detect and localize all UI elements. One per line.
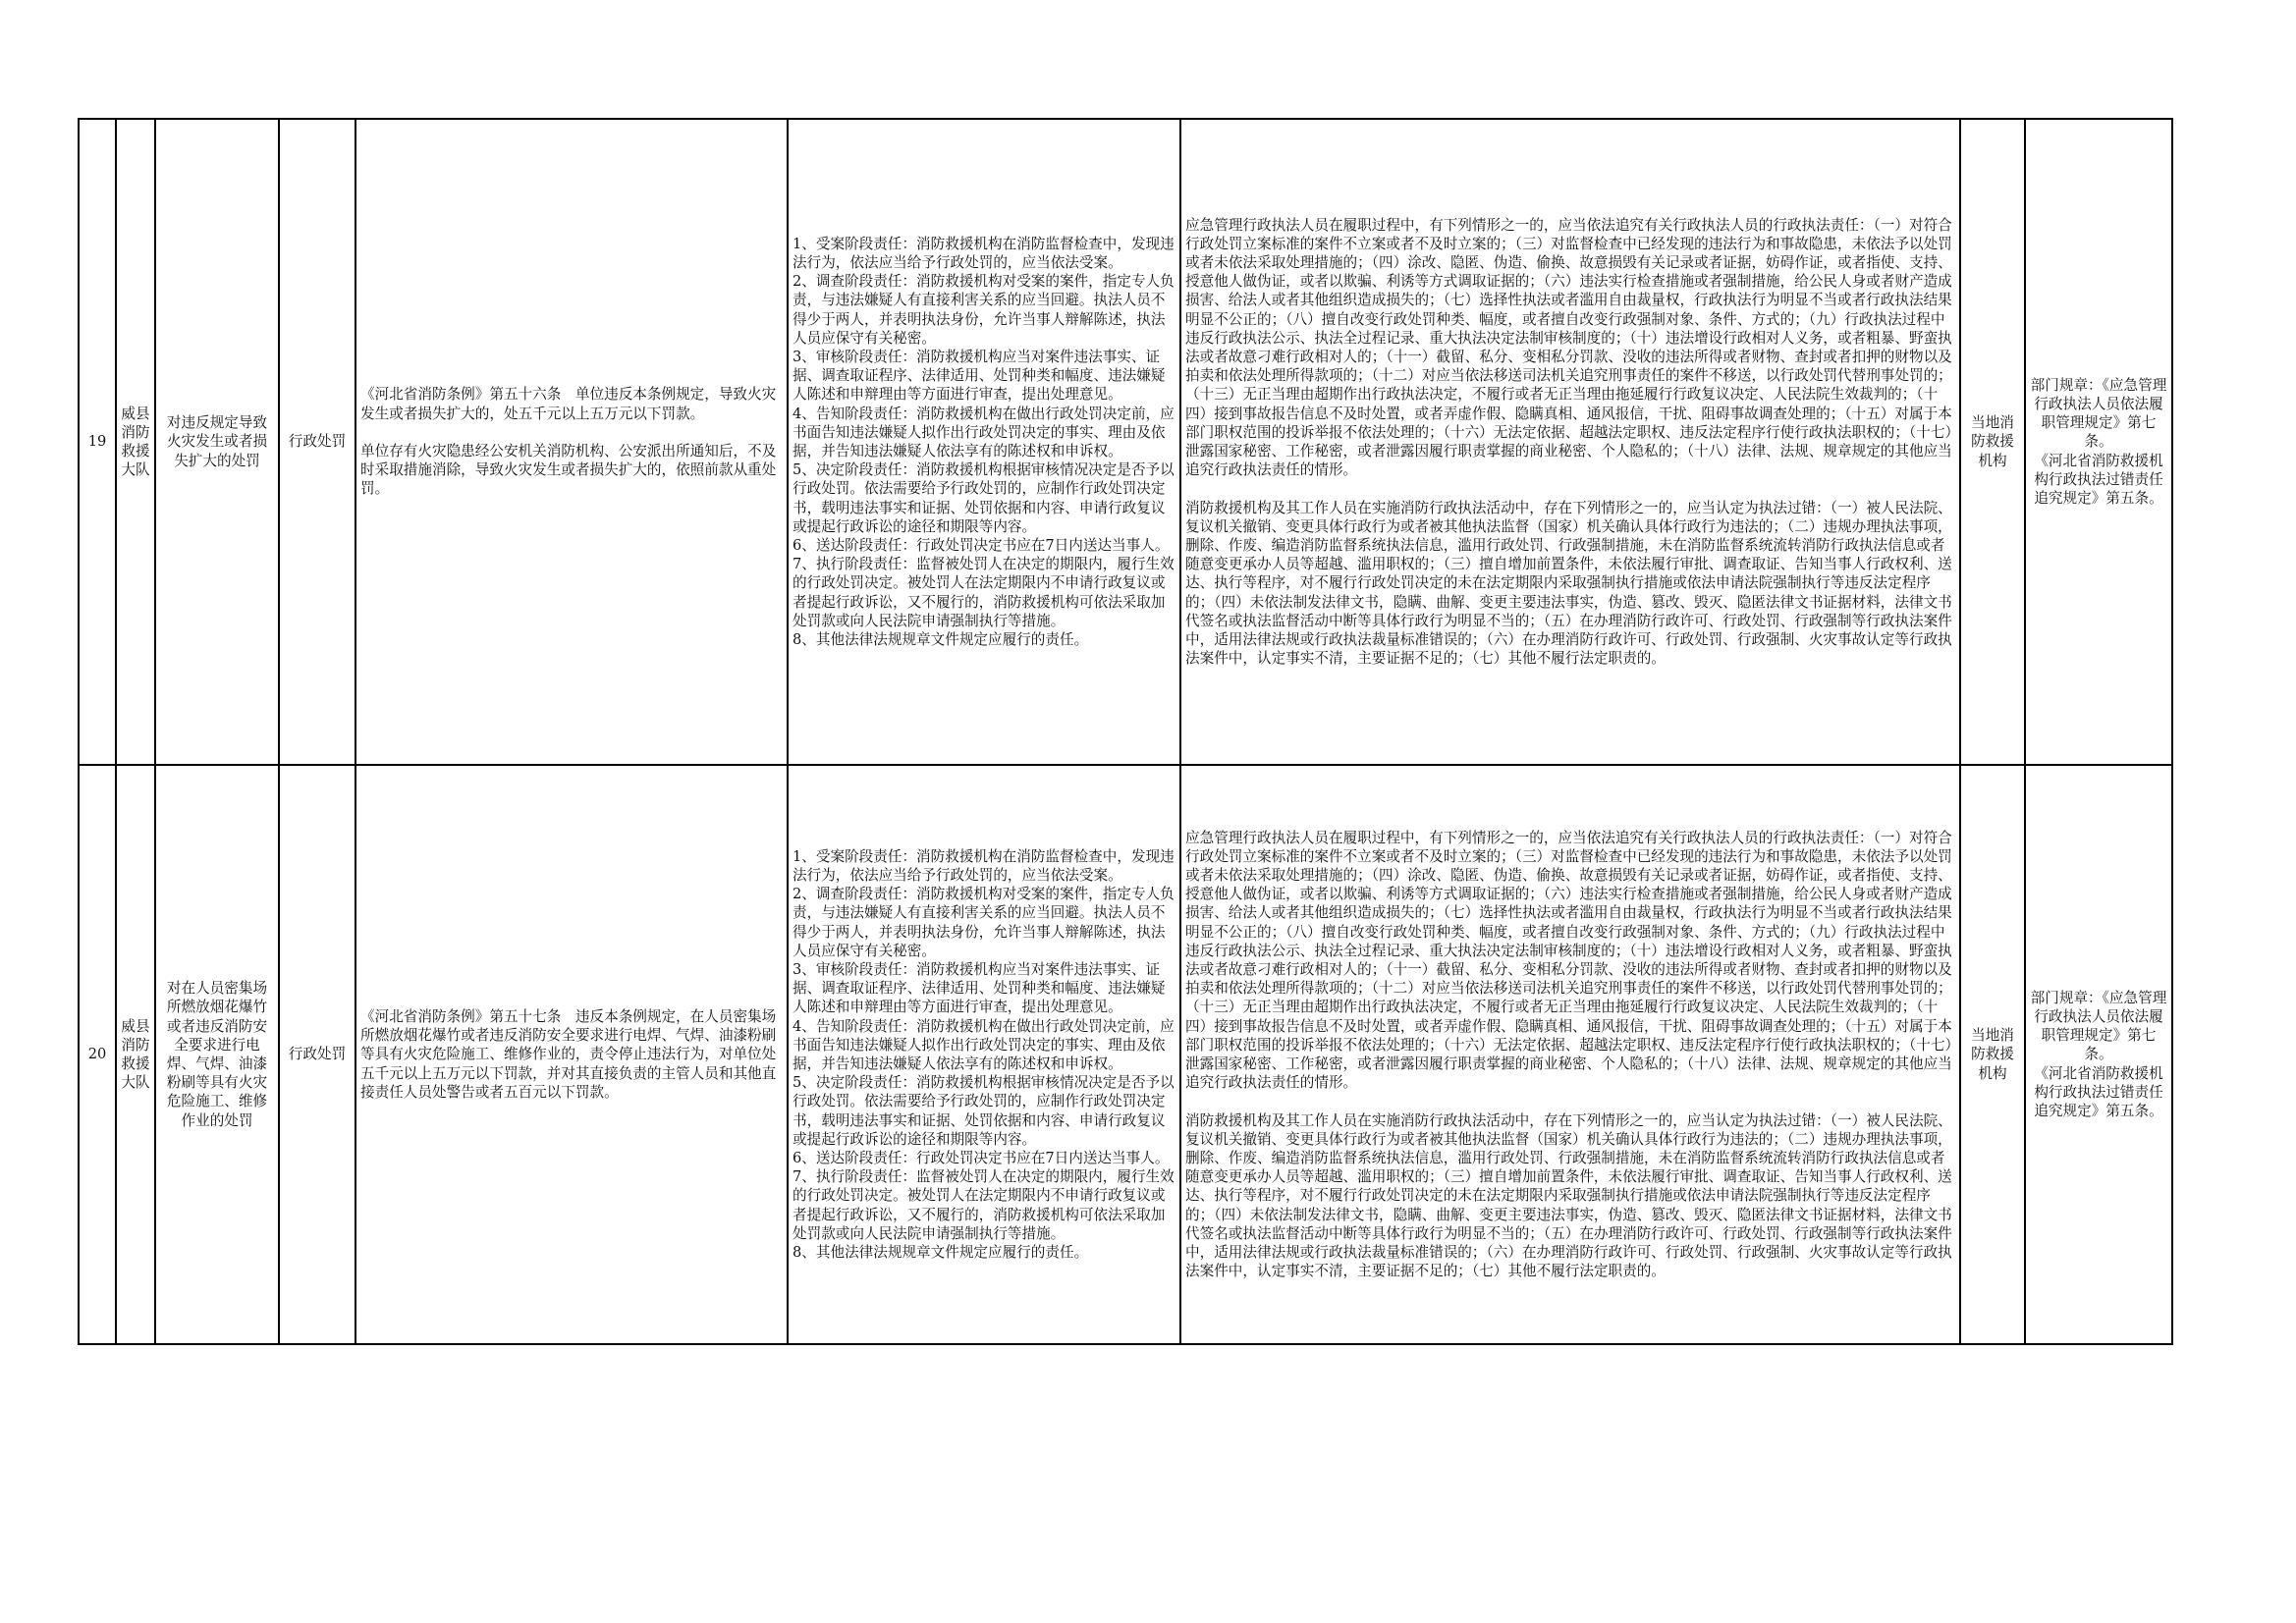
responsibility-step: 5、决定阶段责任：消防救援机构根据审核情况决定是否予以行政处罚。依法需要给予行政处罚的，应制作行政处罚决定书，载明违法事实和证据、处罚依据和内容、申请行政复议或提起行政诉讼的途径和期限等内容。 bbox=[793, 1074, 1175, 1148]
accountability-text: 消防救援机构及其工作人员在实施消防行政执法活动中，存在下列情形之一的，应当认定为执法过错：（一）被人民法院、复议机关撤销、变更具体行政行为或者被其他执法监督（国家）机关确认具体行政行为违法的；（二）违规办理执法事项，删除、作废、编造消防监督系统执法信息，滥用行政处罚、行政强制措施，未在消防监督系统流转消防行政执法信息或者随意变更承办人员等超越、滥用职权的；（三）擅自增加前置条件，未依法履行审批、调查取证、告知当事人行政权利、送达、执行等程序，对不履行行政处罚决定的未在法定期限内采取强制执行措施或依法申请法院强制执行等违反法定程序的；（四）未依法制发法律文书，隐瞒、曲解、变更主要违法事实，伪造、篡改、毁灭、隐匿法律文书证据材料，法律文书代签名或执法监督活动中断等具体行政行为明显不当的；（五）在办理消防行政许可、行政处罚、行政强制等行政执法案件中，适用法律法规或行政执法裁量标准错误的；（六）在办理消防行政许可、行政处罚、行政强制、火灾事故认定等行政执法案件中，认定事实不清，主要证据不足的；（七）其他不履行法定职责的。 bbox=[1185, 1111, 1952, 1280]
accountability-basis-cell bbox=[2025, 765, 2172, 1344]
legal-basis-cell bbox=[355, 765, 788, 1344]
responsibility-step: 5、决定阶段责任：消防救援机构根据审核情况决定是否予以行政处罚。依法需要给予行政处罚的，应制作行政处罚决定书，载明违法事实和证据、处罚依据和内容、申请行政复议或提起行政诉讼的途径和期限等内容。 bbox=[793, 461, 1175, 535]
accountability-basis-text: 部门规章：《应急管理行政执法人员依法履职管理规定》第七条。 bbox=[2030, 376, 2167, 451]
responsible-subject: 当地消防救援机构 bbox=[1960, 119, 2025, 765]
responsibility-step: 6、送达阶段责任：行政处罚决定书应在7日内送达当事人。 bbox=[793, 1150, 1170, 1167]
responsibility-step: 8、其他法律法规规章文件规定应履行的责任。 bbox=[793, 631, 1089, 649]
legal-basis-cell bbox=[355, 119, 788, 765]
legal-basis-text: 《河北省消防条例》第五十六条 单位违反本条例规定，导致火灾发生或者损失扩大的，处五千元以上五万元以下罚款。 bbox=[360, 386, 777, 422]
table-row bbox=[79, 765, 2172, 1344]
accountability-text: 消防救援机构及其工作人员在实施消防行政执法活动中，存在下列情形之一的，应当认定为执法过错：（一）被人民法院、复议机关撤销、变更具体行政行为或者被其他执法监督（国家）机关确认具体行政行为违法的；（二）违规办理执法事项，删除、作废、编造消防监督系统执法信息，滥用行政处罚、行政强制措施，未在消防监督系统流转消防行政执法信息或者随意变更承办人员等超越、滥用职权的；（三）擅自增加前置条件，未依法履行审批、调查取证、告知当事人行政权利、送达、执行等程序，对不履行行政处罚决定的未在法定期限内采取强制执行措施或依法申请法院强制执行等违反法定程序的；（四）未依法制发法律文书，隐瞒、曲解、变更主要违法事实，伪造、篡改、毁灭、隐匿法律文书证据材料，法律文书代签名或执法监督活动中断等具体行政行为明显不当的；（五）在办理消防行政许可、行政处罚、行政强制等行政执法案件中，适用法律法规或行政执法裁量标准错误的；（六）在办理消防行政许可、行政处罚、行政强制、火灾事故认定等行政执法案件中，认定事实不清，主要证据不足的；（七）其他不履行法定职责的。 bbox=[1185, 499, 1952, 668]
responsibility-step: 7、执行阶段责任：监督被处罚人在决定的期限内，履行生效的行政处罚决定。被处罚人在法定期限内不申请行政复议或者提起行政诉讼，又不履行的，消防救援机构可依法采取加处罚款或向人民法院申请强制执行等措施。 bbox=[793, 1168, 1175, 1242]
responsibility-step: 4、告知阶段责任：消防救援机构在做出行政处罚决定前，应书面告知违法嫌疑人拟作出行政处罚决定的事实、理由及依据，并告知违法嫌疑人依法享有的陈述权和申诉权。 bbox=[793, 405, 1175, 460]
power-category: 行政处罚 bbox=[279, 119, 355, 765]
accountability-cell bbox=[1180, 765, 1960, 1344]
accountability-text: 应急管理行政执法人员在履职过程中，有下列情形之一的，应当依法追究有关行政执法人员的行政执法责任：（一）对符合行政处罚立案标准的案件不立案或者不及时立案的；（三）对监督检查中已经发现的违法行为和事故隐患，未依法予以处罚或者未依法采取处理措施的；（四）涂改、隐匿、伪造、偷换、故意损毁有关记录或者证据，妨碍作证，或者指使、支持、授意他人做伪证，或者以欺骗、利诱等方式调取证据的；（六）违法实行检查措施或者强制措施，给公民人身或者财产造成损害、给法人或者其他组织造成损失的；（七）选择性执法或者滥用自由裁量权，行政执法行为明显不当或者行政执法结果明显不公正的；（八）擅自改变行政处罚种类、幅度，或者擅自改变行政强制对象、条件、方式的；（九）行政执法过程中违反行政执法公示、执法全过程记录、重大执法决定法制审核制度的；（十）违法增设行政相对人义务，或者粗暴、野蛮执法或者故意刁难行政相对人的；（十一）截留、私分、变相私分罚款、没收的违法所得或者财物、查封或者扣押的财物以及拍卖和依法处理所得款项的；（十二）对应当依法移送司法机关追究刑事责任的案件不移送，以行政处罚代替刑事处罚的；（十三）无正当理由超期作出行政执法决定，不履行或者无正当理由拖延履行行政复议决定、人民法院生效裁判的；（十四）接到事故报告信息不及时处置，或者弄虚作假、隐瞒真相、通风报信，干扰、阻碍事故调查处理的；（十五）对属于本部门职权范围的投诉举报不依法处理的；（十六）无法定依据、超越法定职权、违反法定程序行使行政执法职权的；（十七）泄露国家秘密、工作秘密，或者泄露因履行职责掌握的商业秘密、个人隐私的；（十八）法律、法规、规章规定的其他应当追究行政执法责任的情形。 bbox=[1185, 829, 1952, 1092]
accountability-basis-text: 《河北省消防救援机构行政执法过错责任追究规定》第五条。 bbox=[2034, 1064, 2163, 1119]
power-list-table bbox=[78, 118, 2173, 1345]
responsible-subject: 当地消防救援机构 bbox=[1960, 765, 2025, 1344]
implementing-unit: 威县消防救援大队 bbox=[116, 119, 155, 765]
accountability-cell bbox=[1180, 119, 1960, 765]
item-name: 对在人员密集场所燃放烟花爆竹或者违反消防安全要求进行电焊、气焊、油漆粉刷等具有火灾危险施工、维修作业的处罚 bbox=[155, 765, 279, 1344]
responsibility-steps-cell bbox=[788, 119, 1180, 765]
implementing-unit: 威县消防救援大队 bbox=[116, 765, 155, 1344]
accountability-basis-cell bbox=[2025, 119, 2172, 765]
responsibility-step: 6、送达阶段责任：行政处罚决定书应在7日内送达当事人。 bbox=[793, 537, 1170, 555]
item-name: 对违反规定导致火灾发生或者损失扩大的处罚 bbox=[155, 119, 279, 765]
legal-basis-text: 单位存有火灾隐患经公安机关消防机构、公安派出所通知后，不及时采取措施消除，导致火灾发生或者损失扩大的，依照前款从重处罚。 bbox=[360, 442, 777, 498]
row-number: 19 bbox=[79, 119, 116, 765]
responsibility-step: 2、调查阶段责任：消防救援机构对受案的案件，指定专人负责，与违法嫌疑人有直接利害关系的应当回避。执法人员不得少于两人，并表明执法身份，允许当事人辩解陈述，执法人员应保守有关秘密。 bbox=[793, 886, 1175, 959]
responsibility-step: 8、其他法律法规规章文件规定应履行的责任。 bbox=[793, 1244, 1089, 1262]
accountability-text: 应急管理行政执法人员在履职过程中，有下列情形之一的，应当依法追究有关行政执法人员的行政执法责任：（一）对符合行政处罚立案标准的案件不立案或者不及时立案的；（三）对监督检查中已经发现的违法行为和事故隐患，未依法予以处罚或者未依法采取处理措施的；（四）涂改、隐匿、伪造、偷换、故意损毁有关记录或者证据，妨碍作证，或者指使、支持、授意他人做伪证，或者以欺骗、利诱等方式调取证据的；（六）违法实行检查措施或者强制措施，给公民人身或者财产造成损害、给法人或者其他组织造成损失的；（七）选择性执法或者滥用自由裁量权，行政执法行为明显不当或者行政执法结果明显不公正的；（八）擅自改变行政处罚种类、幅度，或者擅自改变行政强制对象、条件、方式的；（九）行政执法过程中违反行政执法公示、执法全过程记录、重大执法决定法制审核制度的；（十）违法增设行政相对人义务，或者粗暴、野蛮执法或者故意刁难行政相对人的；（十一）截留、私分、变相私分罚款、没收的违法所得或者财物、查封或者扣押的财物以及拍卖和依法处理所得款项的；（十二）对应当依法移送司法机关追究刑事责任的案件不移送，以行政处罚代替刑事处罚的；（十三）无正当理由超期作出行政执法决定，不履行或者无正当理由拖延履行行政复议决定、人民法院生效裁判的；（十四）接到事故报告信息不及时处置，或者弄虚作假、隐瞒真相、通风报信，干扰、阻碍事故调查处理的；（十五）对属于本部门职权范围的投诉举报不依法处理的；（十六）无法定依据、超越法定职权、违反法定程序行使行政执法职权的；（十七）泄露国家秘密、工作秘密，或者泄露因履行职责掌握的商业秘密、个人隐私的；（十八）法律、法规、规章规定的其他应当追究行政执法责任的情形。 bbox=[1185, 216, 1952, 479]
responsibility-step: 1、受案阶段责任：消防救援机构在消防监督检查中，发现违法行为，依法应当给予行政处罚的，应当依法受案。 bbox=[793, 847, 1175, 884]
accountability-basis-text: 部门规章：《应急管理行政执法人员依法履职管理规定》第七条。 bbox=[2030, 989, 2167, 1063]
responsibility-step: 2、调查阶段责任：消防救援机构对受案的案件，指定专人负责，与违法嫌疑人有直接利害关系的应当回避。执法人员不得少于两人，并表明执法身份，允许当事人辩解陈述，执法人员应保守有关秘密。 bbox=[793, 273, 1175, 347]
responsibility-step: 7、执行阶段责任：监督被处罚人在决定的期限内，履行生效的行政处罚决定。被处罚人在法定期限内不申请行政复议或者提起行政诉讼，又不履行的，消防救援机构可依法采取加处罚款或向人民法院申请强制执行等措施。 bbox=[793, 556, 1175, 629]
responsibility-step: 3、审核阶段责任：消防救援机构应当对案件违法事实、证据、调查取证程序、法律适用、处罚种类和幅度、违法嫌疑人陈述和申辩理由等方面进行审查，提出处理意见。 bbox=[793, 960, 1166, 1016]
legal-basis-text: 《河北省消防条例》第五十七条 违反本条例规定，在人员密集场所燃放烟花爆竹或者违反消防安全要求进行电焊、气焊、油漆粉刷等具有火灾危险施工、维修作业的，责令停止违法行为，对单位处五千元以上五万元以下罚款，并对其直接负责的主管人员和其他直接责任人员处警告或者五百元以下罚款。 bbox=[360, 1007, 777, 1101]
power-category: 行政处罚 bbox=[279, 765, 355, 1344]
table-row bbox=[79, 119, 2172, 765]
responsibility-step: 1、受案阶段责任：消防救援机构在消防监督检查中，发现违法行为，依法应当给予行政处罚的，应当依法受案。 bbox=[793, 235, 1175, 271]
responsibility-step: 4、告知阶段责任：消防救援机构在做出行政处罚决定前，应书面告知违法嫌疑人拟作出行政处罚决定的事实、理由及依据，并告知违法嫌疑人依法享有的陈述权和申诉权。 bbox=[793, 1017, 1175, 1072]
row-number: 20 bbox=[79, 765, 116, 1344]
accountability-basis-text: 《河北省消防救援机构行政执法过错责任追究规定》第五条。 bbox=[2034, 452, 2163, 507]
responsibility-steps-cell bbox=[788, 765, 1180, 1344]
responsibility-step: 3、审核阶段责任：消防救援机构应当对案件违法事实、证据、调查取证程序、法律适用、处罚种类和幅度、违法嫌疑人陈述和申辩理由等方面进行审查，提出处理意见。 bbox=[793, 348, 1166, 404]
